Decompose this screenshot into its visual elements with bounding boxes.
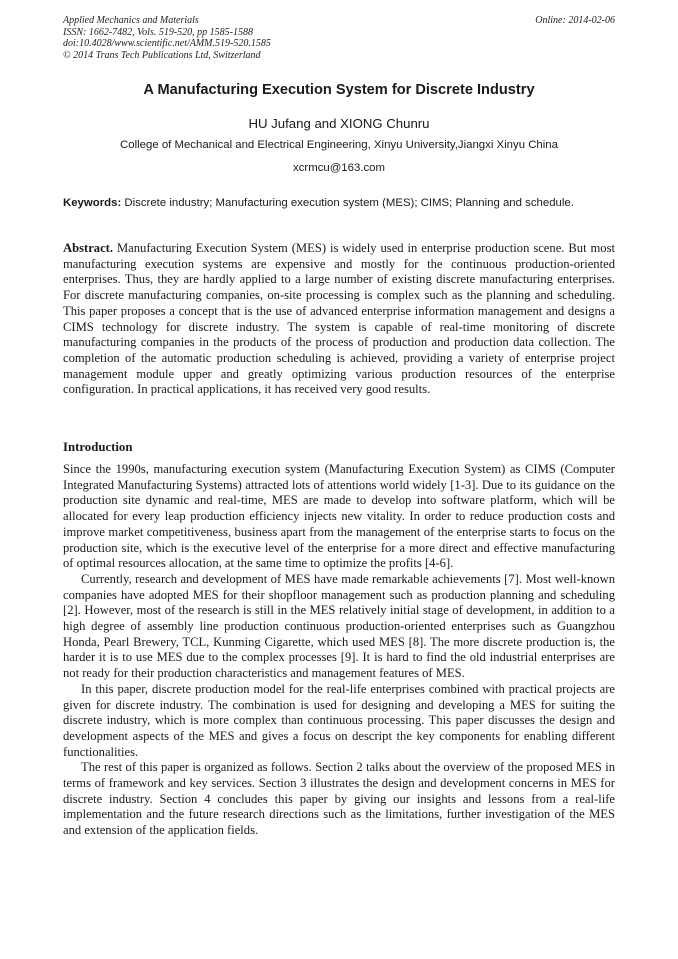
introduction-heading: Introduction bbox=[63, 440, 133, 454]
author-email: xcrmcu@163.com bbox=[293, 162, 385, 174]
keywords-text: Discrete industry; Manufacturing execution system (MES); CIMS; Planning and schedule. bbox=[124, 197, 574, 209]
intro-paragraph: Since the 1990s, manufacturing execution system (Manufacturing Execution System) as CIMS (Computer Integrated Manufacturing Systems) attracted lots of attentions world widely [1-3]. Due to its guidance on the production site dynamic and real-time, MES are made to develop into software platform, which will be allocated for every leap production efficiency injects new vitality. In order to reduce production costs and improve market competitiveness, business apart from the management of the enterprise starts to focus on the production site, which is the executive level of the enterprise for a more direct and effective manufacturing of optimal resources allocation, at the same time to optimize the profits [4-6]. bbox=[63, 462, 615, 571]
issn-line: ISSN: 1662-7482, Vols. 519-520, pp 1585-1588 bbox=[63, 26, 253, 38]
paper-affiliation: College of Mechanical and Electrical Engineering, Xinyu University,Jiangxi Xinyu China bbox=[120, 139, 558, 151]
intro-paragraph: Currently, research and development of MES have made remarkable achievements [7]. Most well-known companies have adopted MES for their shopfloor management such as production planning and scheduling [2]. However, most of the research is still in the MES relatively initial stage of development, in addition to a high degree of assembly line production continuous production-oriented enterprises such as Guangzhou Honda, Pearl Brewery, TCL, Kunming Cigarette, which used MES [8]. The more discrete production is, the harder it is to use MES due to the complex processes [9]. It is hard to find the old industrial enterprises are not ready for their production characteristics and management features of MES. bbox=[63, 571, 615, 681]
keywords-section bbox=[63, 196, 615, 211]
keywords-label: Keywords: bbox=[63, 197, 122, 209]
intro-paragraph: The rest of this paper is organized as follows. Section 2 talks about the overview of the proposed MES in terms of framework and key services. Section 3 illustrates the design and development concerns in MES for discrete industry. Section 4 concludes this paper by giving our insights and lessons from a real-life implementation and the future research directions such as the limitations, further investigation of the MES and extension of the application fields. bbox=[63, 760, 615, 838]
online-date: Online: 2014-02-06 bbox=[535, 15, 615, 26]
paper-title: A Manufacturing Execution System for Discrete Industry bbox=[143, 82, 535, 98]
abstract-section bbox=[63, 241, 615, 398]
intro-paragraph: In this paper, discrete production model for the real-life enterprises combined with practical projects are given for discrete industry. The combination is used for designing and developing a MES for suiting the discrete industry, which is more complex than continuous processing. This paper discusses the design and development aspects of the MES and gives a focus on descript the key components for enabling different functionalities. bbox=[63, 681, 615, 759]
abstract-text: Manufacturing Execution System (MES) is widely used in enterprise production scene. But most manufacturing execution systems are expensive and mostly for the continuous production-oriented enterprises. Thus, they are hardly applied to a large number of existing discrete manufacturing enterprises. For discrete manufacturing companies, on-site processing is complex such as the planning and scheduling. This paper proposes a concept that is the use of advanced enterprise information management and designs a CIMS technology for discrete industry. The system is capable of real-time monitoring of discrete manufacturing companies in the products of the process of production and production data collection. The completion of the automatic production scheduling is achieved, providing a variety of enterprise project management module upper and greatly optimizing various production resources of the enterprise configuration. In practical applications, it has received very good results. bbox=[63, 241, 615, 397]
paper-authors: HU Jufang and XIONG Chunru bbox=[248, 116, 430, 131]
journal-metadata bbox=[63, 15, 271, 61]
journal-name: Applied Mechanics and Materials bbox=[63, 15, 199, 26]
doi-line: doi:10.4028/www.scientific.net/AMM.519-520.1585 bbox=[63, 38, 271, 49]
copyright-line: © 2014 Trans Tech Publications Ltd, Switzerland bbox=[63, 49, 261, 61]
introduction-body bbox=[63, 462, 615, 839]
abstract-label: Abstract. bbox=[63, 241, 114, 255]
